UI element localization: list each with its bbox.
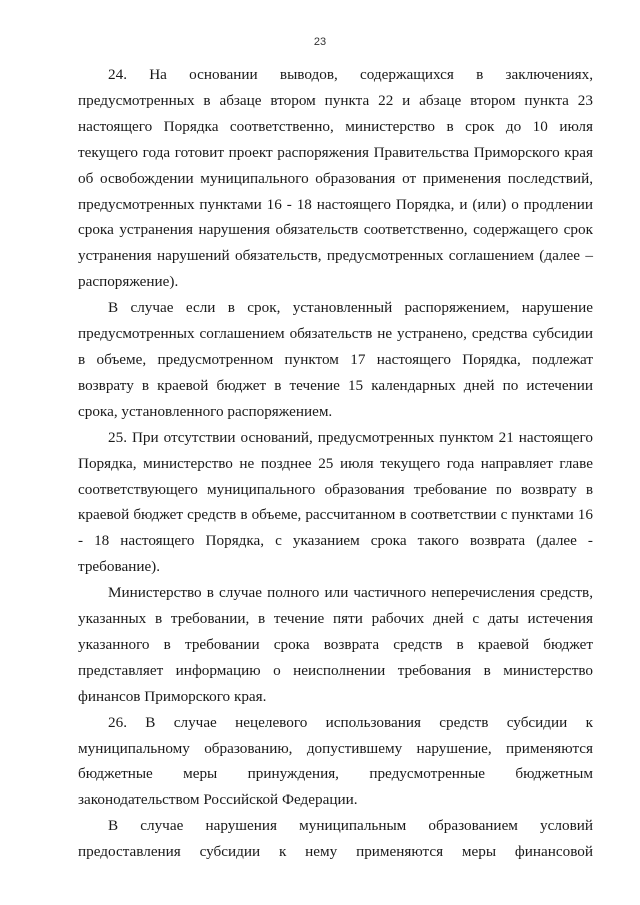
paragraph-24-continuation: В случае если в срок, установленный распоряжением, нарушение предусмотренных соглашением обязательств не устранено, средства субсидии в объеме, предусмотренном пунктом 17 настоящего Порядка, подлежат возврату в краевой бюджет в течение 15 календарных дней по истечении срока, установленного распоряжением. [78,299,593,420]
paragraph-26: 26. В случае нецелевого использования средств субсидии к муниципальному образованию, допустившему нарушение, применяются бюджетные меры принуждения, предусмотренные бюджетным законодательством Российской Федерации. [78,713,593,809]
paragraph-26-continuation: В случае нарушения муниципальным образованием условий предоставления субсидии к нему применяются меры финансовой [78,817,593,861]
paragraph-24: 24. На основании выводов, содержащихся в заключениях, предусмотренных в абзаце втором пункта 22 и абзаце втором пункта 23 настоящего Порядка соответственно, министерство в срок до 10 июля текущего года готовит проект распоряжения Правительства Приморского края об освобождении муниципального образования от применения последствий, предусмотренных пунктами 16 - 18 настоящего Порядка, и (или) о продлении срока устранения нарушения обязательств соответственно, содержащего срок устранения нарушений обязательств, предусмотренных соглашением (далее – распоряжение). [78,66,593,291]
document-body [78,62,593,865]
paragraph-25-continuation: Министерство в случае полного или частичного неперечисления средств, указанных в требовании, в течение пяти рабочих дней с даты истечения указанного в требовании срока возврата средств в краевой бюджет представляет информацию о неисполнении требования в министерство финансов Приморского края. [78,584,593,705]
page-number: 23 [313,36,327,48]
paragraph-25: 25. При отсутствии оснований, предусмотренных пунктом 21 настоящего Порядка, министерство не позднее 25 июля текущего года направляет главе соответствующего муниципального образования требование по возврату в краевой бюджет средств в объеме, рассчитанном в соответствии с пунктами 16 - 18 настоящего Порядка, с указанием срока такого возврата (далее - требование). [78,428,593,576]
